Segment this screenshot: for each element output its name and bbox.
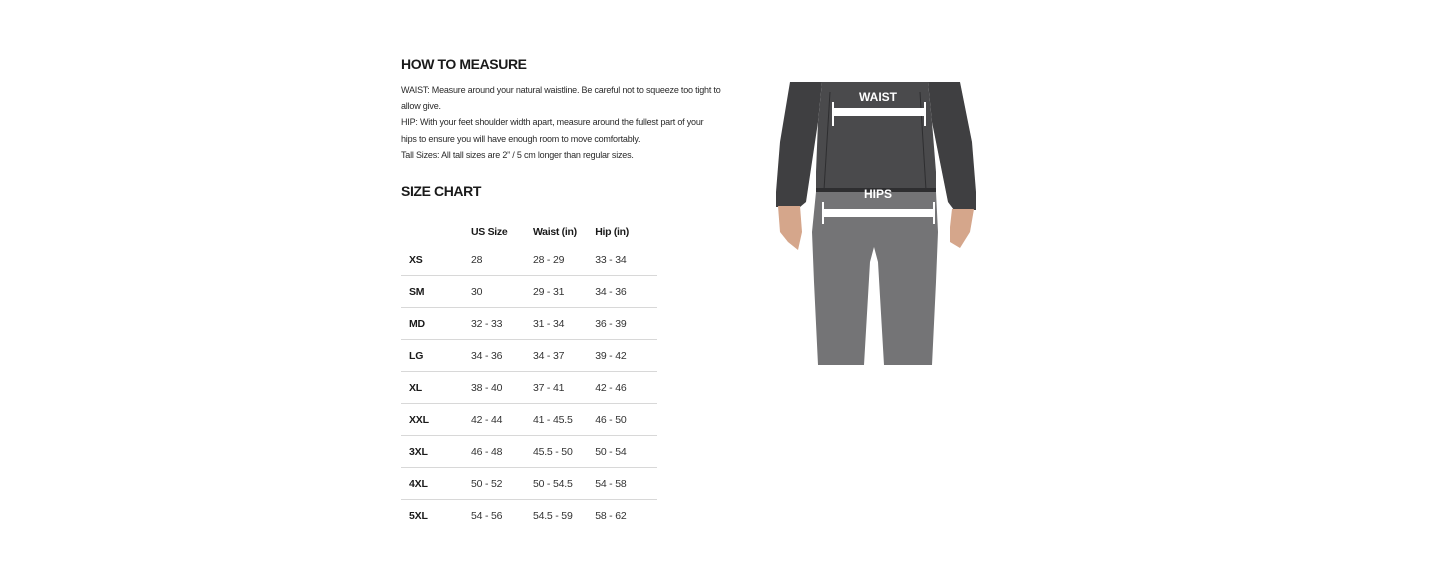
hip-cell: 36 - 39 — [595, 308, 657, 340]
waist-cell: 28 - 29 — [533, 244, 595, 276]
table-header-row — [401, 220, 657, 244]
size-label: SM — [401, 276, 471, 308]
table-row — [401, 340, 657, 372]
waist-label: WAIST — [859, 90, 897, 104]
hip-cell: 39 - 42 — [595, 340, 657, 372]
us-size-cell: 50 - 52 — [471, 468, 533, 500]
size-chart-title: SIZE CHART — [401, 183, 482, 199]
how-to-measure-title: HOW TO MEASURE — [401, 56, 527, 72]
size-label: XL — [401, 372, 471, 404]
header-size — [401, 220, 471, 244]
waist-cell: 29 - 31 — [533, 276, 595, 308]
size-label: LG — [401, 340, 471, 372]
hip-cell: 54 - 58 — [595, 468, 657, 500]
size-guide-text — [401, 54, 721, 522]
table-row — [401, 436, 657, 468]
hip-cell: 34 - 36 — [595, 276, 657, 308]
us-size-cell: 38 - 40 — [471, 372, 533, 404]
header-us-size: US Size — [470, 226, 508, 238]
measurement-figure — [772, 82, 978, 365]
table-row — [401, 276, 657, 308]
measure-instructions — [401, 82, 721, 163]
size-label: 3XL — [401, 436, 471, 468]
waist-cell: 54.5 - 59 — [532, 509, 573, 522]
size-label: 5XL — [409, 509, 428, 522]
hip-cell: 58 - 62 — [595, 509, 627, 522]
waist-instruction: WAIST: Measure around your natural waistline. Be careful not to squeeze too tight to allow give. — [401, 85, 721, 112]
size-label: XXL — [401, 404, 471, 436]
size-label: MD — [401, 308, 471, 340]
us-size-cell: 28 — [471, 244, 533, 276]
us-size-cell: 42 - 44 — [471, 404, 533, 436]
waist-cell: 31 - 34 — [533, 308, 595, 340]
us-size-cell: 34 - 36 — [471, 340, 533, 372]
waist-cell: 37 - 41 — [533, 372, 595, 404]
hip-cell: 50 - 54 — [595, 436, 657, 468]
us-size-cell: 30 — [471, 276, 533, 308]
waist-cell: 45.5 - 50 — [533, 436, 595, 468]
hips-label: HIPS — [863, 187, 893, 201]
us-size-cell: 54 - 56 — [470, 509, 503, 522]
waist-cell: 50 - 54.5 — [533, 468, 595, 500]
hip-cell: 42 - 46 — [595, 372, 657, 404]
table-row — [401, 468, 657, 500]
hip-cell: 46 - 50 — [595, 404, 657, 436]
us-size-cell: 32 - 33 — [471, 308, 533, 340]
table-row — [401, 244, 657, 276]
us-size-cell: 46 - 48 — [471, 436, 533, 468]
table-row — [401, 500, 657, 532]
hip-cell: 33 - 34 — [595, 244, 657, 276]
table-row — [401, 308, 657, 340]
body-measurement-illustration — [772, 82, 978, 365]
header-hip: Hip (in) — [595, 226, 629, 238]
waist-cell: 34 - 37 — [533, 340, 595, 372]
table-row — [401, 372, 657, 404]
hip-instruction: HIP: With your feet shoulder width apart, measure around the fullest part of your hips to ensure you will have enough room to move comfortably. — [401, 117, 704, 144]
size-label: XS — [401, 244, 471, 276]
table-row — [401, 404, 657, 436]
waist-cell: 41 - 45.5 — [533, 404, 595, 436]
size-chart-table — [401, 220, 657, 531]
tall-sizes-note: Tall Sizes: All tall sizes are 2” / 5 cm longer than regular sizes. — [401, 149, 634, 160]
size-label: 4XL — [401, 468, 471, 500]
header-waist: Waist (in) — [532, 226, 577, 238]
